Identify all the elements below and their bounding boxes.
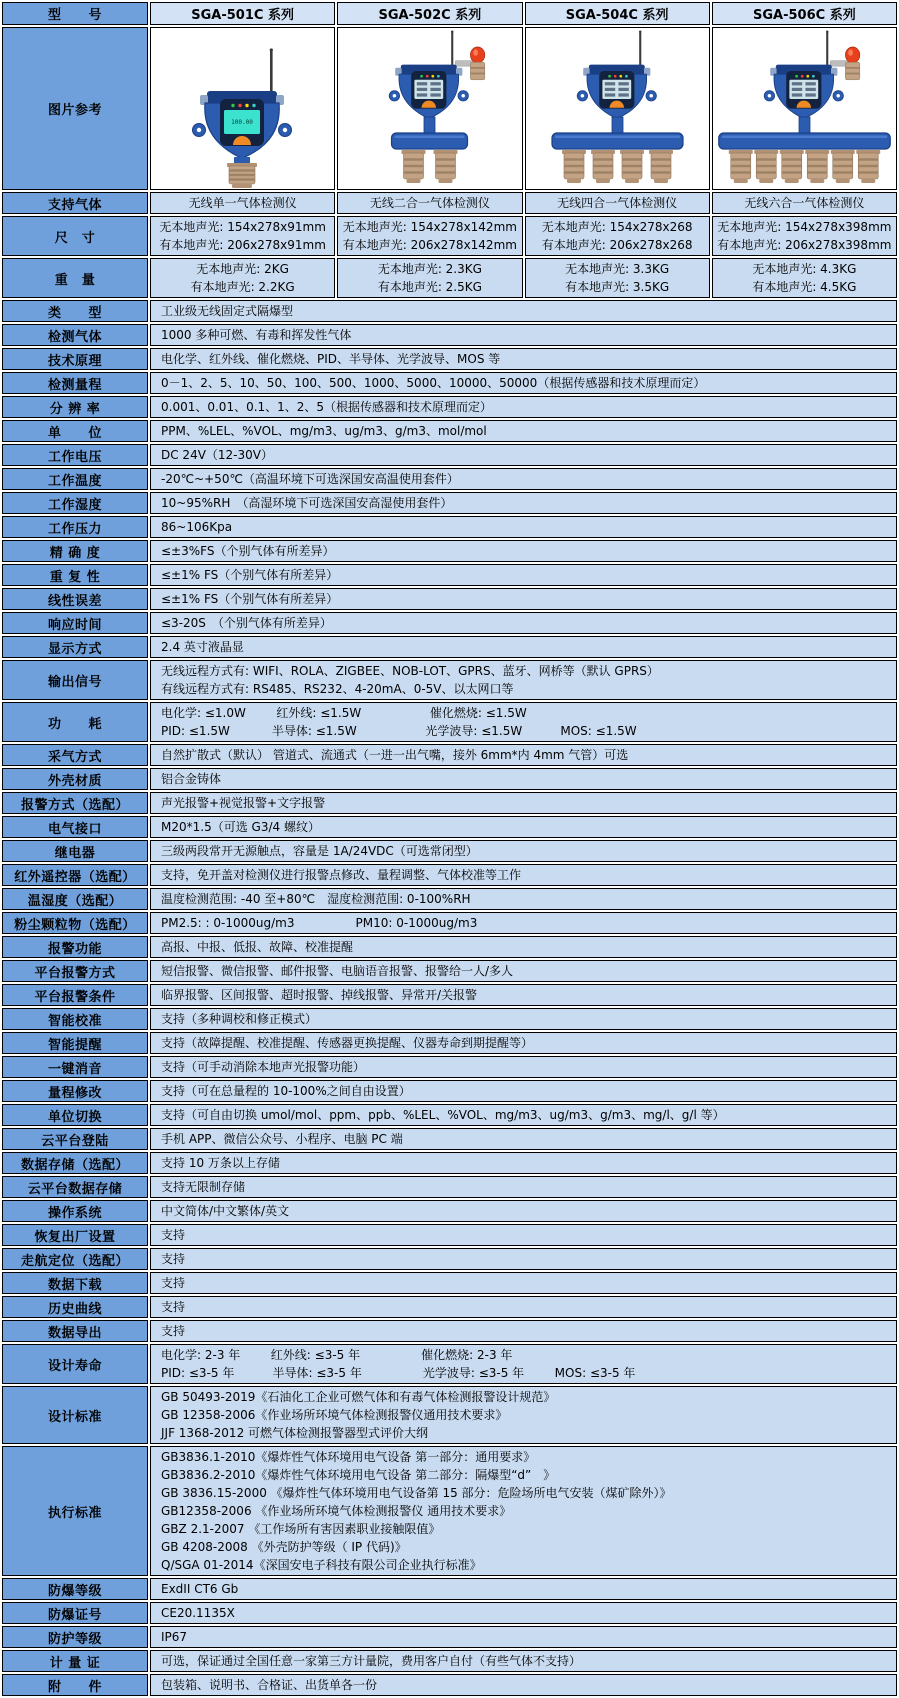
row-label: 单 位	[2, 420, 148, 442]
spec-row	[2, 636, 897, 658]
spec-value-line: 电化学: ≤1.0W 红外线: ≤1.5W 催化燃烧: ≤1.5W	[161, 706, 527, 720]
spec-row	[2, 1626, 897, 1648]
spec-row	[2, 1224, 897, 1246]
spec-value-line: GB 3836.15-2000 《爆炸性气体环境用电气设备第 15 部分：危险场所电气安装（煤矿除外）》	[161, 1486, 672, 1500]
spec-value-cell	[150, 372, 897, 394]
spec-table-body	[2, 2, 897, 1696]
spec-row	[2, 792, 897, 814]
gas-sensor-icon	[805, 150, 829, 183]
spec-value-line: M20*1.5（可选 G3/4 螺纹）	[161, 820, 320, 834]
spec-value-line: 支持（可手动消除本地声光报警功能）	[161, 1060, 366, 1074]
spec-value-line: IP67	[161, 1630, 188, 1644]
device-illustration-sga-501c	[151, 29, 335, 189]
matrix-value-cell	[337, 216, 522, 256]
matrix-value-cell	[337, 258, 522, 298]
spec-value-cell	[150, 660, 897, 700]
spec-row	[2, 1104, 897, 1126]
spec-value-line: 无线远程方式有: WIFI、ROLA、ZIGBEE、NOB-LOT、GPRS、蓝牙、网桥等（默认 GPRS）	[161, 664, 659, 678]
spec-value-line: 短信报警、微信报警、邮件报警、电脑语音报警、报警给一人/多人	[161, 964, 514, 978]
spec-row	[2, 1128, 897, 1150]
spec-value-cell	[150, 1200, 897, 1222]
spec-value-line: ≤±1% FS（个别气体有所差异）	[161, 592, 339, 606]
spec-value-cell	[150, 816, 897, 838]
gas-sensor-icon	[831, 150, 855, 183]
row-label: 输出信号	[2, 660, 148, 700]
spec-value-line: 支持（可自由切换 umol/mol、ppm、ppb、%LEL、%VOL、mg/m3、ug/m3、g/m3、mg/l、g/l 等）	[161, 1108, 725, 1122]
spec-value-line: 0－1、2、5、10、50、100、500、1000、5000、10000、50000（根据传感器和技术原理而定）	[161, 376, 706, 390]
device-image-sga-504c	[525, 27, 710, 190]
spec-value-cell	[150, 588, 897, 610]
spec-row	[2, 1056, 897, 1078]
gas-sensor-icon	[227, 163, 257, 188]
gas-sensor-icon	[754, 150, 778, 183]
matrix-value-line: 无线二合一气体检测仪	[369, 196, 490, 210]
spec-value-cell	[150, 540, 897, 562]
spec-value-line: 声光报警+视觉报警+文字报警	[161, 796, 326, 810]
device-image-sga-506c	[712, 27, 897, 190]
detector-head-icon	[577, 64, 656, 118]
spec-value-cell	[150, 1056, 897, 1078]
row-label: 技术原理	[2, 348, 148, 370]
spec-value-line: 有线远程方式有: RS485、RS232、4-20mA、0-5V、以太网口等	[161, 682, 514, 696]
matrix-value-cell	[150, 258, 335, 298]
spec-row	[2, 744, 897, 766]
row-label: 数据下载	[2, 1272, 148, 1294]
gas-sensor-icon	[620, 150, 644, 183]
spec-value-line: 1000 多种可燃、有毒和挥发性气体	[161, 328, 352, 342]
spec-row	[2, 348, 897, 370]
spec-value-cell	[150, 1152, 897, 1174]
row-label: 继电器	[2, 840, 148, 862]
matrix-value-line: 有本地声光: 206x278x268	[541, 238, 693, 252]
gas-sensor-icon	[729, 150, 753, 183]
spec-value-line: PPM、%LEL、%VOL、mg/m3、ug/m3、g/m3、mol/mol	[161, 424, 487, 438]
spec-value-line: 支持，免开盖对检测仪进行报警点修改、量程调整、气体校准等工作	[161, 868, 522, 882]
spec-row	[2, 1386, 897, 1444]
spec-row	[2, 396, 897, 418]
row-label: 操作系统	[2, 1200, 148, 1222]
spec-value-line: 温度检测范围: -40 至+80℃ 湿度检测范围: 0-100%RH	[161, 892, 471, 906]
spec-value-cell	[150, 612, 897, 634]
row-label: 平台报警条件	[2, 984, 148, 1006]
spec-value-line: ≤3-20S （个别气体有所差异）	[161, 616, 332, 630]
row-label: 量程修改	[2, 1080, 148, 1102]
device-illustration-sga-502c	[338, 29, 522, 189]
row-label: 云平台数据存储	[2, 1176, 148, 1198]
row-label: 外壳材质	[2, 768, 148, 790]
spec-value-cell	[150, 1176, 897, 1198]
spec-value-cell	[150, 1272, 897, 1294]
row-label: 历史曲线	[2, 1296, 148, 1318]
spec-value-line: -20℃~+50℃（高温环境下可选深国安高温使用套件）	[161, 472, 459, 486]
row-label: 支持气体	[2, 192, 148, 214]
spec-value-cell	[150, 1626, 897, 1648]
matrix-row	[2, 192, 897, 214]
spec-value-line: 电化学、红外线、催化燃烧、PID、半导体、光学波导、MOS 等	[161, 352, 501, 366]
gas-sensor-icon	[402, 150, 426, 183]
gas-sensor-icon	[434, 150, 458, 183]
row-label: 红外遥控器（选配）	[2, 864, 148, 886]
spec-value-line: GB12358-2006 《作业场所环境气体检测报警仪 通用技术要求》	[161, 1504, 512, 1518]
spec-value-line: GB 4208-2008 《外壳防护等级（ IP 代码)》	[161, 1540, 407, 1554]
row-label: 工作压力	[2, 516, 148, 538]
spec-row	[2, 1602, 897, 1624]
row-label: 重 复 性	[2, 564, 148, 586]
model-row-label: 型 号	[2, 2, 148, 25]
gas-sensor-icon	[562, 150, 586, 183]
spec-value-line: 临界报警、区间报警、超时报警、掉线报警、异常开/关报警	[161, 988, 478, 1002]
matrix-value-line: 无本地声光: 154x278x142mm	[342, 220, 517, 234]
spec-value-line: PID: ≤3-5 年 半导体: ≤3-5 年 光学波导: ≤3-5 年 MOS: ≤3-5 年	[161, 1366, 636, 1380]
spec-value-line: 0.001、0.01、0.1、1、2、5（根据传感器和技术原理而定）	[161, 400, 493, 414]
spec-row	[2, 420, 897, 442]
spec-row	[2, 1176, 897, 1198]
spec-row	[2, 816, 897, 838]
matrix-value-line: 有本地声光: 206x278x142mm	[342, 238, 517, 252]
spec-value-cell	[150, 744, 897, 766]
spec-value-line: Q/SGA 01-2014《深国安电子科技有限公司企业执行标准》	[161, 1558, 482, 1572]
gas-sensor-icon	[649, 150, 673, 183]
row-label: 报警方式（选配）	[2, 792, 148, 814]
matrix-value-line: 无本地声光: 2KG	[196, 262, 289, 276]
spec-row	[2, 540, 897, 562]
spec-row	[2, 588, 897, 610]
spec-row	[2, 1344, 897, 1384]
spec-value-cell	[150, 702, 897, 742]
spec-value-cell	[150, 1386, 897, 1444]
matrix-value-line: 无线单一气体检测仪	[188, 196, 297, 210]
spec-value-line: PM2.5: : 0-1000ug/m3 PM10: 0-1000ug/m3	[161, 916, 478, 930]
matrix-value-line: 无本地声光: 154x278x398mm	[717, 220, 892, 234]
spec-value-line: GB3836.2-2010《爆炸性气体环境用电气设备 第二部分：隔爆型“d” 》	[161, 1468, 556, 1482]
matrix-value-cell	[150, 192, 335, 214]
row-label: 温湿度（选配）	[2, 888, 148, 910]
spec-value-line: GBZ 2.1-2007 《工作场所有害因素职业接触限值》	[161, 1522, 441, 1536]
spec-value-line: 支持	[161, 1228, 186, 1242]
row-label: 平台报警方式	[2, 960, 148, 982]
spec-row	[2, 468, 897, 490]
row-label: 数据存储（选配）	[2, 1152, 148, 1174]
row-label: 电气接口	[2, 816, 148, 838]
matrix-row	[2, 216, 897, 256]
spec-value-cell	[150, 1446, 897, 1576]
matrix-value-line: 有本地声光: 206x278x398mm	[717, 238, 892, 252]
gas-sensor-icon	[591, 150, 615, 183]
spec-value-cell	[150, 1032, 897, 1054]
spec-row	[2, 324, 897, 346]
row-label: 云平台登陆	[2, 1128, 148, 1150]
spec-value-cell	[150, 468, 897, 490]
matrix-value-line: 无本地声光: 4.3KG	[752, 262, 857, 276]
device-illustration-sga-504c	[526, 29, 710, 189]
spec-value-line: 支持（多种调校和修正模式）	[161, 1012, 318, 1026]
row-label: 防爆等级	[2, 1578, 148, 1600]
spec-value-line: JJF 1368-2012 可燃气体检测报警器型式评价大纲	[161, 1426, 429, 1440]
spec-value-line: 支持	[161, 1300, 186, 1314]
header-row	[2, 2, 897, 25]
spec-value-line: 2.4 英寸液晶显	[161, 640, 244, 654]
detector-head-icon	[193, 91, 292, 158]
spec-row	[2, 660, 897, 700]
spec-value-cell	[150, 1008, 897, 1030]
matrix-value-cell	[712, 192, 897, 214]
spec-value-cell	[150, 396, 897, 418]
row-label: 检测量程	[2, 372, 148, 394]
matrix-value-cell	[525, 258, 710, 298]
row-label: 报警功能	[2, 936, 148, 958]
spec-value-cell	[150, 1224, 897, 1246]
matrix-value-cell	[712, 258, 897, 298]
spec-value-cell	[150, 1080, 897, 1102]
spec-row	[2, 960, 897, 982]
row-label: 尺 寸	[2, 216, 148, 256]
spec-value-cell	[150, 1104, 897, 1126]
spec-value-line: GB3836.1-2010《爆炸性气体环境用电气设备 第一部分：通用要求》	[161, 1450, 536, 1464]
row-label: 工作温度	[2, 468, 148, 490]
spec-value-cell	[150, 912, 897, 934]
spec-value-line: 自然扩散式（默认） 管道式、流通式（一进一出气嘴，接外 6mm*内 4mm 气管）可选	[161, 748, 629, 762]
spec-row	[2, 444, 897, 466]
matrix-value-cell	[337, 192, 522, 214]
spec-row	[2, 1446, 897, 1576]
spec-value-line: 包装箱、说明书、合格证、出货单各一份	[161, 1678, 378, 1692]
row-label: 一键消音	[2, 1056, 148, 1078]
spec-value-line: CE20.1135X	[161, 1606, 235, 1620]
spec-row	[2, 936, 897, 958]
matrix-value-line: 有本地声光: 2.2KG	[190, 280, 295, 294]
model-header-sga-501c: SGA-501C 系列	[150, 2, 335, 25]
spec-row	[2, 564, 897, 586]
spec-value-line: 手机 APP、微信公众号、小程序、电脑 PC 端	[161, 1132, 403, 1146]
spec-value-cell	[150, 1320, 897, 1342]
row-label: 单位切换	[2, 1104, 148, 1126]
spec-row	[2, 1650, 897, 1672]
spec-value-cell	[150, 792, 897, 814]
spec-row	[2, 300, 897, 322]
spec-value-cell	[150, 516, 897, 538]
spec-row	[2, 864, 897, 886]
row-label: 粉尘颗粒物（选配）	[2, 912, 148, 934]
spec-value-line: 86~106Kpa	[161, 520, 233, 534]
spec-value-cell	[150, 864, 897, 886]
spec-value-line: 铝合金铸体	[161, 772, 222, 786]
model-header-sga-504c: SGA-504C 系列	[525, 2, 710, 25]
spec-value-line: 支持无限制存储	[161, 1180, 246, 1194]
spec-row	[2, 1080, 897, 1102]
spec-value-cell	[150, 1344, 897, 1384]
device-image-sga-501c	[150, 27, 335, 190]
spec-row	[2, 888, 897, 910]
spec-value-cell	[150, 984, 897, 1006]
spec-value-line: 可选，保证通过全国任意一家第三方计量院，费用客户自付（有些气体不支持）	[161, 1654, 582, 1668]
matrix-value-cell	[712, 216, 897, 256]
spec-value-cell	[150, 960, 897, 982]
image-row	[2, 27, 897, 190]
matrix-value-line: 无本地声光: 2.3KG	[377, 262, 482, 276]
matrix-row	[2, 258, 897, 298]
matrix-value-line: 无线六合一气体检测仪	[744, 196, 865, 210]
image-row-label: 图片参考	[2, 27, 148, 190]
spec-value-line: 支持（故障提醒、校准提醒、传感器更换提醒、仪器寿命到期提醒等）	[161, 1036, 534, 1050]
row-label: 数据导出	[2, 1320, 148, 1342]
spec-row	[2, 840, 897, 862]
spec-row	[2, 1008, 897, 1030]
detector-head-icon	[389, 64, 468, 118]
spec-row	[2, 1152, 897, 1174]
spec-value-cell	[150, 324, 897, 346]
matrix-value-line: 无本地声光: 3.3KG	[565, 262, 670, 276]
row-label: 采气方式	[2, 744, 148, 766]
row-label: 设计标准	[2, 1386, 148, 1444]
spec-value-line: PID: ≤1.5W 半导体: ≤1.5W 光学波导: ≤1.5W MOS: ≤1.5W	[161, 724, 637, 738]
spec-row	[2, 372, 897, 394]
spec-value-line: 电化学: 2-3 年 红外线: ≤3-5 年 催化燃烧: 2-3 年	[161, 1348, 513, 1362]
row-label: 工作湿度	[2, 492, 148, 514]
spec-value-line: 支持 10 万条以上存储	[161, 1156, 280, 1170]
row-label: 类 型	[2, 300, 148, 322]
spec-value-line: 工业级无线固定式隔爆型	[161, 304, 294, 318]
matrix-value-line: 有本地声光: 2.5KG	[377, 280, 482, 294]
spec-value-cell	[150, 1578, 897, 1600]
spec-value-line: ExdII CT6 Gb	[161, 1582, 239, 1596]
detector-head-icon	[764, 64, 843, 118]
spec-row	[2, 492, 897, 514]
row-label: 重 量	[2, 258, 148, 298]
spec-row	[2, 1200, 897, 1222]
spec-row	[2, 768, 897, 790]
matrix-value-line: 无本地声光: 154x278x268	[541, 220, 693, 234]
row-label: 功 耗	[2, 702, 148, 742]
matrix-value-line: 有本地声光: 4.5KG	[752, 280, 857, 294]
spec-row	[2, 1674, 897, 1696]
row-label: 计 量 证	[2, 1650, 148, 1672]
matrix-value-line: 有本地声光: 206x278x91mm	[159, 238, 326, 252]
gas-sensor-icon	[780, 150, 804, 183]
spec-value-cell	[150, 300, 897, 322]
spec-row	[2, 612, 897, 634]
spec-row	[2, 1272, 897, 1294]
spec-value-line: 10~95%RH （高湿环境下可选深国安高湿使用套件）	[161, 496, 453, 510]
row-label: 检测气体	[2, 324, 148, 346]
row-label: 恢复出厂设置	[2, 1224, 148, 1246]
spec-value-cell	[150, 636, 897, 658]
spec-value-line: 中文简体/中文繁体/英文	[161, 1204, 290, 1218]
spec-value-cell	[150, 1674, 897, 1696]
row-label: 附 件	[2, 1674, 148, 1696]
matrix-value-cell	[525, 216, 710, 256]
matrix-value-line: 无本地声光: 154x278x91mm	[159, 220, 326, 234]
spec-row	[2, 702, 897, 742]
matrix-value-line: 有本地声光: 3.5KG	[565, 280, 670, 294]
spec-row	[2, 912, 897, 934]
spec-value-cell	[150, 564, 897, 586]
device-illustration-sga-506c	[713, 29, 897, 189]
spec-value-line: GB 12358-2006《作业场所环境气体检测报警仪通用技术要求》	[161, 1408, 508, 1422]
spec-value-cell	[150, 348, 897, 370]
spec-value-cell	[150, 768, 897, 790]
spec-row	[2, 984, 897, 1006]
spec-value-cell	[150, 888, 897, 910]
model-header-sga-502c: SGA-502C 系列	[337, 2, 522, 25]
row-label: 执行标准	[2, 1446, 148, 1576]
row-label: 显示方式	[2, 636, 148, 658]
spec-value-line: DC 24V（12-30V）	[161, 448, 273, 462]
spec-value-cell	[150, 936, 897, 958]
spec-value-cell	[150, 1128, 897, 1150]
spec-value-line: GB 50493-2019《石油化工企业可燃气体和有毒气体检测报警设计规范》	[161, 1390, 556, 1404]
spec-row	[2, 1248, 897, 1270]
row-label: 响应时间	[2, 612, 148, 634]
spec-row	[2, 1296, 897, 1318]
row-label: 分 辨 率	[2, 396, 148, 418]
spec-row	[2, 1578, 897, 1600]
row-label: 线性误差	[2, 588, 148, 610]
spec-value-line: 支持	[161, 1276, 186, 1290]
row-label: 智能校准	[2, 1008, 148, 1030]
screen-reading: 100.00	[231, 118, 253, 126]
spec-row	[2, 516, 897, 538]
spec-value-cell	[150, 492, 897, 514]
spec-value-cell	[150, 1650, 897, 1672]
gas-sensor-icon	[856, 150, 880, 183]
spec-value-line: 支持（可在总量程的 10-100%之间自由设置）	[161, 1084, 411, 1098]
spec-row	[2, 1032, 897, 1054]
row-label: 设计寿命	[2, 1344, 148, 1384]
spec-row	[2, 1320, 897, 1342]
device-image-sga-502c	[337, 27, 522, 190]
spec-value-cell	[150, 840, 897, 862]
spec-value-cell	[150, 1602, 897, 1624]
row-label: 防爆证号	[2, 1602, 148, 1624]
spec-value-cell	[150, 1296, 897, 1318]
row-label: 走航定位（选配）	[2, 1248, 148, 1270]
spec-value-line: 高报、中报、低报、故障、校准提醒	[161, 940, 354, 954]
model-header-sga-506c: SGA-506C 系列	[712, 2, 897, 25]
spec-value-line: 支持	[161, 1252, 186, 1266]
spec-value-line: 支持	[161, 1324, 186, 1338]
spec-value-line: 三级两段常开无源触点，容量是 1A/24VDC（可选常闭型）	[161, 844, 478, 858]
matrix-value-line: 无线四合一气体检测仪	[557, 196, 678, 210]
matrix-value-cell	[150, 216, 335, 256]
spec-value-cell	[150, 420, 897, 442]
spec-value-cell	[150, 1248, 897, 1270]
spec-value-line: ≤±3%FS（个别气体有所差异）	[161, 544, 335, 558]
spec-value-line: ≤±1% FS（个别气体有所差异）	[161, 568, 339, 582]
spec-value-cell	[150, 444, 897, 466]
row-label: 防护等级	[2, 1626, 148, 1648]
row-label: 工作电压	[2, 444, 148, 466]
matrix-value-cell	[525, 192, 710, 214]
row-label: 智能提醒	[2, 1032, 148, 1054]
row-label: 精 确 度	[2, 540, 148, 562]
